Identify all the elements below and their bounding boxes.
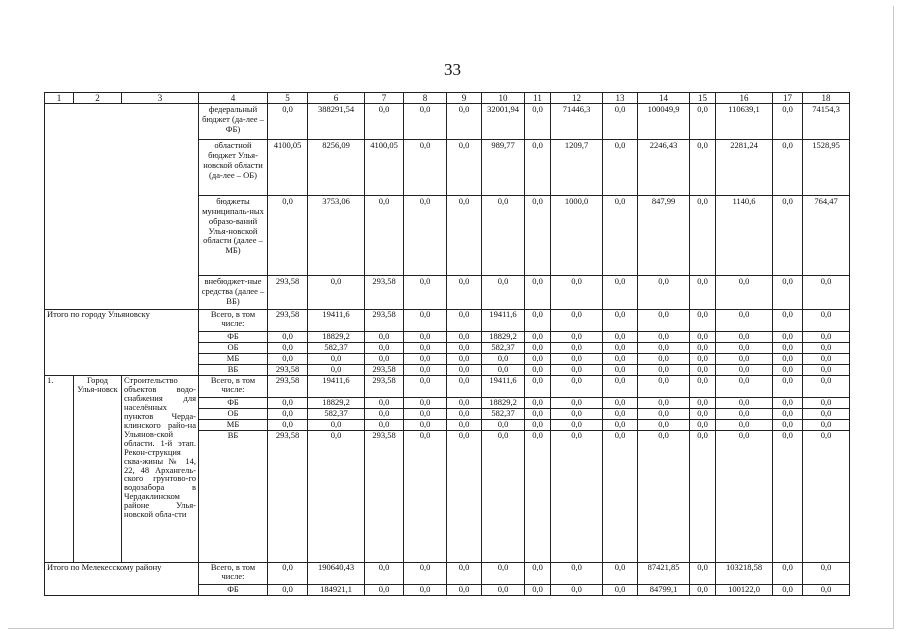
funding-source: Всего, в том числе: (199, 563, 268, 585)
value-cell: 0,0 (308, 276, 365, 310)
value-cell: 0,0 (603, 398, 638, 409)
value-cell: 0,0 (638, 398, 690, 409)
value-cell: 0,0 (308, 354, 365, 365)
value-cell: 0,0 (716, 276, 773, 310)
value-cell: 0,0 (482, 365, 525, 376)
value-cell: 0,0 (690, 376, 716, 398)
value-cell: 0,0 (716, 420, 773, 431)
value-cell: 0,0 (773, 332, 803, 343)
value-cell: 0,0 (638, 420, 690, 431)
value-cell: 293,58 (365, 376, 404, 398)
value-cell: 3753,06 (308, 196, 365, 276)
value-cell: 0,0 (603, 585, 638, 596)
value-cell: 18829,2 (482, 332, 525, 343)
col-header: 7 (365, 93, 404, 104)
value-cell: 0,0 (447, 563, 482, 585)
value-cell: 0,0 (551, 409, 603, 420)
value-cell: 989,77 (482, 140, 525, 196)
value-cell: 0,0 (603, 563, 638, 585)
ulyanovsk-total-label: Итого по городу Ульяновску (45, 310, 199, 376)
value-cell: 847,99 (638, 196, 690, 276)
col-header: 5 (268, 93, 308, 104)
value-cell: 0,0 (447, 196, 482, 276)
value-cell: 0,0 (690, 104, 716, 140)
value-cell: 0,0 (447, 420, 482, 431)
value-cell: 293,58 (365, 276, 404, 310)
value-cell: 0,0 (551, 332, 603, 343)
value-cell: 0,0 (773, 585, 803, 596)
value-cell: 0,0 (268, 398, 308, 409)
value-cell: 0,0 (308, 365, 365, 376)
value-cell: 293,58 (268, 365, 308, 376)
scan-edge-right (893, 6, 894, 628)
value-cell: 0,0 (365, 343, 404, 354)
value-cell: 0,0 (803, 310, 850, 332)
value-cell: 0,0 (638, 409, 690, 420)
value-cell: 0,0 (803, 420, 850, 431)
value-cell: 0,0 (365, 563, 404, 585)
funding-source: МБ (199, 420, 268, 431)
value-cell: 184921,1 (308, 585, 365, 596)
value-cell: 0,0 (551, 343, 603, 354)
value-cell: 1140,6 (716, 196, 773, 276)
value-cell: 0,0 (447, 585, 482, 596)
value-cell: 100049,9 (638, 104, 690, 140)
value-cell: 0,0 (716, 332, 773, 343)
funding-source: ОБ (199, 409, 268, 420)
value-cell: 0,0 (690, 585, 716, 596)
value-cell: 0,0 (551, 420, 603, 431)
value-cell: 0,0 (447, 365, 482, 376)
value-cell: 0,0 (551, 276, 603, 310)
value-cell: 0,0 (525, 431, 551, 563)
value-cell: 0,0 (365, 354, 404, 365)
funding-source: ВБ (199, 365, 268, 376)
value-cell: 0,0 (482, 563, 525, 585)
value-cell: 0,0 (482, 196, 525, 276)
value-cell: 0,0 (803, 354, 850, 365)
value-cell: 84799,1 (638, 585, 690, 596)
value-cell: 0,0 (525, 276, 551, 310)
value-cell: 0,0 (803, 585, 850, 596)
value-cell: 0,0 (773, 276, 803, 310)
value-cell: 0,0 (551, 354, 603, 365)
value-cell: 0,0 (716, 354, 773, 365)
value-cell: 388291,54 (308, 104, 365, 140)
value-cell: 0,0 (525, 343, 551, 354)
value-cell: 0,0 (482, 420, 525, 431)
value-cell: 0,0 (773, 376, 803, 398)
value-cell: 100122,0 (716, 585, 773, 596)
value-cell: 0,0 (365, 409, 404, 420)
value-cell: 0,0 (603, 376, 638, 398)
value-cell: 0,0 (404, 276, 447, 310)
value-cell: 0,0 (716, 431, 773, 563)
col-header: 9 (447, 93, 482, 104)
value-cell: 0,0 (268, 420, 308, 431)
value-cell: 0,0 (404, 409, 447, 420)
value-cell: 0,0 (447, 276, 482, 310)
value-cell: 74154,3 (803, 104, 850, 140)
value-cell: 0,0 (716, 376, 773, 398)
value-cell: 0,0 (404, 343, 447, 354)
value-cell: 1000,0 (551, 196, 603, 276)
value-cell: 0,0 (447, 431, 482, 563)
value-cell: 0,0 (690, 276, 716, 310)
value-cell: 1528,95 (803, 140, 850, 196)
value-cell: 293,58 (365, 310, 404, 332)
value-cell: 19411,6 (482, 376, 525, 398)
value-cell: 0,0 (447, 332, 482, 343)
value-cell: 103218,58 (716, 563, 773, 585)
value-cell: 0,0 (773, 420, 803, 431)
value-cell: 0,0 (773, 398, 803, 409)
value-cell: 0,0 (603, 196, 638, 276)
value-cell: 0,0 (308, 420, 365, 431)
col-header: 11 (525, 93, 551, 104)
continued-cell (45, 104, 199, 310)
value-cell: 4100,05 (365, 140, 404, 196)
value-cell: 0,0 (690, 354, 716, 365)
funding-source: внебюджет-ные средства (далее – ВБ) (199, 276, 268, 310)
value-cell: 0,0 (638, 310, 690, 332)
value-cell: 0,0 (603, 431, 638, 563)
value-cell: 0,0 (773, 409, 803, 420)
value-cell: 0,0 (690, 431, 716, 563)
value-cell: 32001,94 (482, 104, 525, 140)
value-cell: 0,0 (525, 310, 551, 332)
project-number: 1. (45, 376, 74, 563)
value-cell: 582,37 (308, 343, 365, 354)
value-cell: 0,0 (447, 310, 482, 332)
value-cell: 0,0 (716, 398, 773, 409)
value-cell: 0,0 (638, 276, 690, 310)
value-cell: 0,0 (525, 354, 551, 365)
funding-source: областной бюджет Улья-новской области (да-лее – ОБ) (199, 140, 268, 196)
value-cell: 0,0 (551, 376, 603, 398)
budget-table (44, 92, 850, 596)
value-cell: 0,0 (365, 196, 404, 276)
value-cell: 87421,85 (638, 563, 690, 585)
value-cell: 0,0 (525, 104, 551, 140)
value-cell: 0,0 (447, 104, 482, 140)
value-cell: 0,0 (638, 354, 690, 365)
value-cell: 0,0 (404, 332, 447, 343)
funding-source: ОБ (199, 343, 268, 354)
value-cell: 293,58 (268, 431, 308, 563)
value-cell: 0,0 (803, 398, 850, 409)
col-header: 18 (803, 93, 850, 104)
value-cell: 0,0 (268, 354, 308, 365)
value-cell: 0,0 (638, 343, 690, 354)
value-cell: 0,0 (404, 365, 447, 376)
value-cell: 0,0 (603, 310, 638, 332)
value-cell: 0,0 (551, 310, 603, 332)
value-cell: 0,0 (404, 431, 447, 563)
value-cell: 0,0 (525, 332, 551, 343)
value-cell: 293,58 (268, 276, 308, 310)
column-number-row (45, 93, 850, 104)
value-cell: 293,58 (268, 310, 308, 332)
value-cell: 19411,6 (308, 376, 365, 398)
value-cell: 293,58 (365, 431, 404, 563)
page-number: 33 (444, 60, 461, 79)
value-cell: 0,0 (638, 365, 690, 376)
col-header: 10 (482, 93, 525, 104)
value-cell: 582,37 (308, 409, 365, 420)
value-cell: 0,0 (803, 365, 850, 376)
value-cell: 0,0 (803, 276, 850, 310)
value-cell: 0,0 (690, 140, 716, 196)
value-cell: 293,58 (268, 376, 308, 398)
value-cell: 0,0 (447, 398, 482, 409)
value-cell: 18829,2 (308, 332, 365, 343)
value-cell: 0,0 (482, 431, 525, 563)
value-cell: 0,0 (638, 332, 690, 343)
col-header: 17 (773, 93, 803, 104)
value-cell: 0,0 (690, 343, 716, 354)
value-cell: 0,0 (716, 310, 773, 332)
value-cell: 19411,6 (482, 310, 525, 332)
value-cell: 190640,43 (308, 563, 365, 585)
value-cell: 0,0 (551, 398, 603, 409)
value-cell: 0,0 (690, 332, 716, 343)
value-cell: 0,0 (690, 365, 716, 376)
table-row (45, 376, 850, 398)
value-cell: 764,47 (803, 196, 850, 276)
funding-source: Всего, в том числе: (199, 376, 268, 398)
value-cell: 0,0 (773, 365, 803, 376)
value-cell: 0,0 (268, 409, 308, 420)
value-cell: 0,0 (551, 563, 603, 585)
funding-source: Всего, в том числе: (199, 310, 268, 332)
value-cell: 0,0 (716, 409, 773, 420)
funding-source: федеральный бюджет (да-лее – ФБ) (199, 104, 268, 140)
value-cell: 0,0 (716, 365, 773, 376)
value-cell: 0,0 (447, 376, 482, 398)
value-cell: 0,0 (690, 196, 716, 276)
value-cell: 0,0 (404, 354, 447, 365)
value-cell: 0,0 (482, 276, 525, 310)
value-cell: 0,0 (603, 276, 638, 310)
value-cell: 0,0 (525, 398, 551, 409)
value-cell: 0,0 (404, 140, 447, 196)
value-cell: 293,58 (365, 365, 404, 376)
value-cell: 0,0 (447, 409, 482, 420)
value-cell: 0,0 (404, 398, 447, 409)
value-cell: 0,0 (447, 140, 482, 196)
value-cell: 0,0 (690, 398, 716, 409)
value-cell: 0,0 (716, 343, 773, 354)
value-cell: 0,0 (603, 140, 638, 196)
value-cell: 0,0 (404, 563, 447, 585)
value-cell: 0,0 (603, 354, 638, 365)
col-header: 4 (199, 93, 268, 104)
value-cell: 0,0 (404, 196, 447, 276)
value-cell: 0,0 (268, 585, 308, 596)
value-cell: 0,0 (690, 310, 716, 332)
funding-source: бюджеты муниципаль-ных образо-ваний Улья-новской области (далее – МБ) (199, 196, 268, 276)
col-header: 6 (308, 93, 365, 104)
col-header: 15 (690, 93, 716, 104)
col-header: 13 (603, 93, 638, 104)
col-header: 8 (404, 93, 447, 104)
value-cell: 0,0 (525, 563, 551, 585)
value-cell: 0,0 (482, 354, 525, 365)
value-cell: 19411,6 (308, 310, 365, 332)
value-cell: 0,0 (404, 310, 447, 332)
value-cell: 0,0 (773, 104, 803, 140)
value-cell: 0,0 (690, 563, 716, 585)
value-cell: 0,0 (365, 398, 404, 409)
value-cell: 0,0 (773, 310, 803, 332)
funding-source: ФБ (199, 332, 268, 343)
project-municipality: Город Улья-новск (74, 376, 122, 563)
value-cell: 0,0 (773, 563, 803, 585)
project-description: Строительство объектов водо-снабжения для населённых пунктов Черда-клинского райо-на Ульянов-ской области. 1-й этап. Рекон-струкция сква-жины № 14, 22, 48 Архангель-ского грунтово-го водозабора в Чердаклинском районе Улья-новской обла-сти (122, 376, 199, 563)
funding-source: МБ (199, 354, 268, 365)
table-row (45, 310, 850, 332)
value-cell: 0,0 (404, 376, 447, 398)
col-header: 12 (551, 93, 603, 104)
value-cell: 2246,43 (638, 140, 690, 196)
value-cell: 2281,24 (716, 140, 773, 196)
value-cell: 0,0 (404, 104, 447, 140)
value-cell: 0,0 (268, 563, 308, 585)
funding-source: ВБ (199, 431, 268, 563)
funding-source: ФБ (199, 398, 268, 409)
value-cell: 0,0 (603, 420, 638, 431)
value-cell: 1209,7 (551, 140, 603, 196)
table-row (45, 563, 850, 585)
value-cell: 18829,2 (308, 398, 365, 409)
col-header: 2 (74, 93, 122, 104)
melekess-total-label: Итого по Мелекесскому району (45, 563, 199, 596)
col-header: 14 (638, 93, 690, 104)
value-cell: 0,0 (803, 563, 850, 585)
value-cell: 0,0 (308, 431, 365, 563)
value-cell: 0,0 (447, 343, 482, 354)
value-cell: 0,0 (803, 376, 850, 398)
value-cell: 0,0 (268, 196, 308, 276)
value-cell: 0,0 (773, 196, 803, 276)
value-cell: 0,0 (525, 420, 551, 431)
funding-source: ФБ (199, 585, 268, 596)
value-cell: 0,0 (268, 104, 308, 140)
value-cell: 0,0 (525, 196, 551, 276)
value-cell: 0,0 (690, 420, 716, 431)
value-cell: 582,37 (482, 409, 525, 420)
value-cell: 0,0 (551, 431, 603, 563)
col-header: 1 (45, 93, 74, 104)
value-cell: 0,0 (803, 409, 850, 420)
value-cell: 110639,1 (716, 104, 773, 140)
value-cell: 0,0 (803, 343, 850, 354)
value-cell: 0,0 (603, 332, 638, 343)
value-cell: 18829,2 (482, 398, 525, 409)
col-header: 3 (122, 93, 199, 104)
value-cell: 0,0 (482, 585, 525, 596)
value-cell: 0,0 (551, 585, 603, 596)
scan-edge-bottom (8, 628, 894, 629)
value-cell: 0,0 (268, 343, 308, 354)
value-cell: 0,0 (551, 365, 603, 376)
value-cell: 0,0 (525, 409, 551, 420)
value-cell: 0,0 (690, 409, 716, 420)
value-cell: 0,0 (365, 585, 404, 596)
value-cell: 0,0 (803, 431, 850, 563)
value-cell: 0,0 (447, 354, 482, 365)
value-cell: 582,37 (482, 343, 525, 354)
value-cell: 71446,3 (551, 104, 603, 140)
value-cell: 0,0 (773, 343, 803, 354)
value-cell: 0,0 (603, 104, 638, 140)
value-cell: 0,0 (803, 332, 850, 343)
value-cell: 0,0 (603, 409, 638, 420)
value-cell: 0,0 (638, 431, 690, 563)
value-cell: 0,0 (365, 104, 404, 140)
value-cell: 0,0 (268, 332, 308, 343)
value-cell: 8256,09 (308, 140, 365, 196)
value-cell: 0,0 (603, 343, 638, 354)
value-cell: 0,0 (525, 365, 551, 376)
col-header: 16 (716, 93, 773, 104)
value-cell: 0,0 (773, 431, 803, 563)
value-cell: 0,0 (365, 332, 404, 343)
value-cell: 0,0 (773, 354, 803, 365)
value-cell: 0,0 (525, 376, 551, 398)
value-cell: 0,0 (365, 420, 404, 431)
value-cell: 0,0 (525, 140, 551, 196)
value-cell: 0,0 (404, 420, 447, 431)
value-cell: 0,0 (773, 140, 803, 196)
value-cell: 0,0 (525, 585, 551, 596)
value-cell: 4100,05 (268, 140, 308, 196)
value-cell: 0,0 (603, 365, 638, 376)
value-cell: 0,0 (404, 585, 447, 596)
value-cell: 0,0 (638, 376, 690, 398)
table-row (45, 104, 850, 140)
